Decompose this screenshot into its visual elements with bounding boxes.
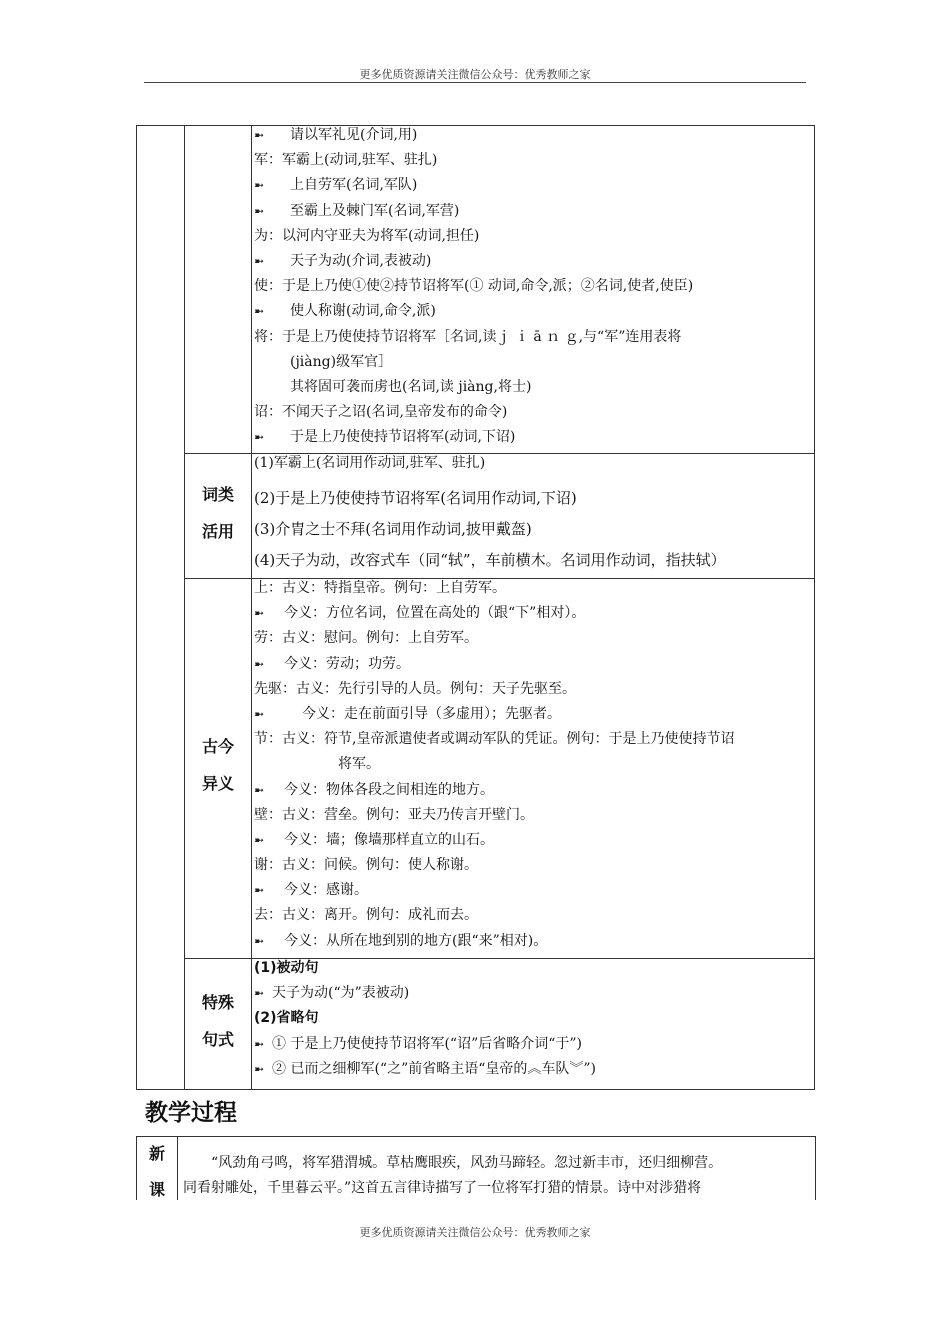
list-item: 谢：古义：问候。例句：使人称谢。 <box>254 857 478 874</box>
col-divider-2 <box>251 126 252 1089</box>
hand-arrow-icon: ➼ <box>254 656 265 671</box>
list-item: 壁：古义：营垒。例句：亚夫乃传言开壁门。 <box>254 806 534 823</box>
teaching-table <box>136 1136 816 1200</box>
list-item: 为：以河内守亚夫为将军(动词,担任) <box>254 227 480 244</box>
hand-arrow-icon: ➼ <box>254 883 265 898</box>
list-item: ➼ 天子为动(“为”表被动) <box>254 981 810 1006</box>
page-header: 更多优质资源请关注微信公众号：优秀教师之家 <box>359 68 591 81</box>
list-item: (1)被动句 <box>254 960 319 976</box>
list-item: ➼ 天子为动(介词,表被动) <box>254 249 810 274</box>
word-class-content <box>254 452 810 576</box>
hand-arrow-icon: ➼ <box>254 933 265 948</box>
list-item: 将军。 <box>338 756 380 773</box>
hand-arrow-icon: ➼ <box>254 832 265 847</box>
list-item: 上：古义：特指皇帝。例句：上自劳军。 <box>254 580 506 596</box>
col-divider <box>177 1137 178 1200</box>
list-item: (2)于是上乃使使持节诏将军(名词用作动词,下诏) <box>254 489 577 507</box>
hand-arrow-icon: ➼ <box>254 253 265 268</box>
col-divider-1 <box>184 126 185 1089</box>
hand-arrow-icon: ➼ <box>254 203 265 218</box>
list-item: ➼ 今义：物体各段之间相连的地方。 <box>254 778 810 803</box>
list-item: ➼ 今义：墙；像墙那样直立的山石。 <box>254 828 810 853</box>
list-item: ➼ 今义：从所在地到别的地方(跟“来”相对)。 <box>254 929 810 954</box>
list-item: ➼ 今义：感谢。 <box>254 878 810 903</box>
list-item: ➼ ② 已而之细柳军(“之”前省略主语“皇帝的︽车队︾”) <box>254 1057 810 1082</box>
list-item: 军：军霸上(动词,驻军、驻扎) <box>254 152 438 169</box>
hand-arrow-icon: ➼ <box>254 986 265 1001</box>
list-item: ➼ 今义：方位名词，位置在高处的（跟“下”相对）。 <box>254 601 810 626</box>
hand-arrow-icon: ➼ <box>254 782 265 797</box>
list-item: ➼ 今义：劳动；功劳。 <box>254 652 810 677</box>
hand-arrow-icon: ➼ <box>254 128 265 142</box>
header-rule <box>144 82 806 83</box>
ancient-modern-label: 古今 异义 <box>201 737 234 793</box>
paragraph-line: 同看射雕处，千里暮云平。”这首五言律诗描写了一位将军打猎的情景。诗中对涉猎将 <box>183 1180 702 1196</box>
list-item: (4)天子为动，改容式车（同“轼”，车前横木。名词用作动词，指扶轼） <box>254 551 726 569</box>
hand-arrow-icon: ➼ <box>254 1061 265 1076</box>
list-item: (2)省略句 <box>254 1010 319 1027</box>
list-item: ➼ 上自劳军(名词,军队) <box>254 173 810 198</box>
hand-arrow-icon: ➼ <box>254 430 265 445</box>
list-item: ➼ 至霸上及棘门军(名词,军营) <box>254 199 810 224</box>
list-item: 诏：不闻天子之诏(名词,皇帝发布的命令) <box>254 404 508 421</box>
new-lesson-label-1: 新 <box>148 1144 165 1163</box>
hand-arrow-icon: ➼ <box>254 706 265 721</box>
special-syntax-content <box>254 956 810 1082</box>
list-item: 其将固可袭而虏也(名词,读 jiàng,将士) <box>290 378 532 395</box>
list-item: 使：于是上乃使①使②持节诏将军(① 动词,命令,派；②名词,使者,使臣) <box>254 278 694 295</box>
list-item: 劳：古义：慰问。例句：上自劳军。 <box>254 630 478 647</box>
page-footer: 更多优质资源请关注微信公众号：优秀教师之家 <box>359 1226 591 1239</box>
list-item: ➼ 今义：走在前面引导（多虚用）；先驱者。 <box>254 702 810 727</box>
special-syntax-label: 特殊 句式 <box>201 993 234 1049</box>
hand-arrow-icon: ➼ <box>254 304 265 319</box>
list-item: (3)介胄之士不拜(名词用作动词,披甲戴盔) <box>254 520 532 538</box>
ancient-modern-content <box>254 576 810 954</box>
lesson-intro-text <box>183 1151 811 1201</box>
list-item: (jiàng)级军官］ <box>290 353 393 370</box>
list-item: ➼ ① 于是上乃使使持节诏将军(“诏”后省略介词“于”) <box>254 1032 810 1057</box>
list-item: 去：古义：离开。例句：成礼而去。 <box>254 907 478 924</box>
list-item: ➼ 请以军礼见(介词,用) <box>254 123 810 148</box>
list-item: (1)军霸上(名词用作动词,驻军、驻扎) <box>254 455 486 471</box>
list-item: ➼ 于是上乃使使持节诏将军(动词,下诏) <box>254 425 810 450</box>
hand-arrow-icon: ➼ <box>254 178 265 193</box>
new-lesson-label-2: 课 <box>148 1180 165 1199</box>
polysemy-content <box>254 123 810 450</box>
word-class-label: 词类 活用 <box>201 485 234 541</box>
hand-arrow-icon: ➼ <box>254 1036 265 1051</box>
section-title: 教学过程 <box>145 1100 237 1126</box>
notes-table <box>136 125 815 1090</box>
list-item: 将：于是上乃使使持节诏将军［名词,读ｊ ｉ ā ｎ ｇ,与“军”连用表将 <box>254 328 682 345</box>
paragraph-line: “风劲角弓鸣，将军猎渭城。草枯鹰眼疾，风劲马蹄轻。忽过新丰市，还归细柳营。 <box>211 1155 723 1171</box>
list-item: 节：古义：符节,皇帝派遣使者或调动军队的凭证。例句：于是上乃使使持节诏 <box>254 731 735 748</box>
list-item: ➼ 使人称谢(动词,命令,派) <box>254 299 810 324</box>
list-item: 先驱：古义：先行引导的人员。例句：天子先驱至。 <box>254 680 576 697</box>
hand-arrow-icon: ➼ <box>254 606 265 621</box>
